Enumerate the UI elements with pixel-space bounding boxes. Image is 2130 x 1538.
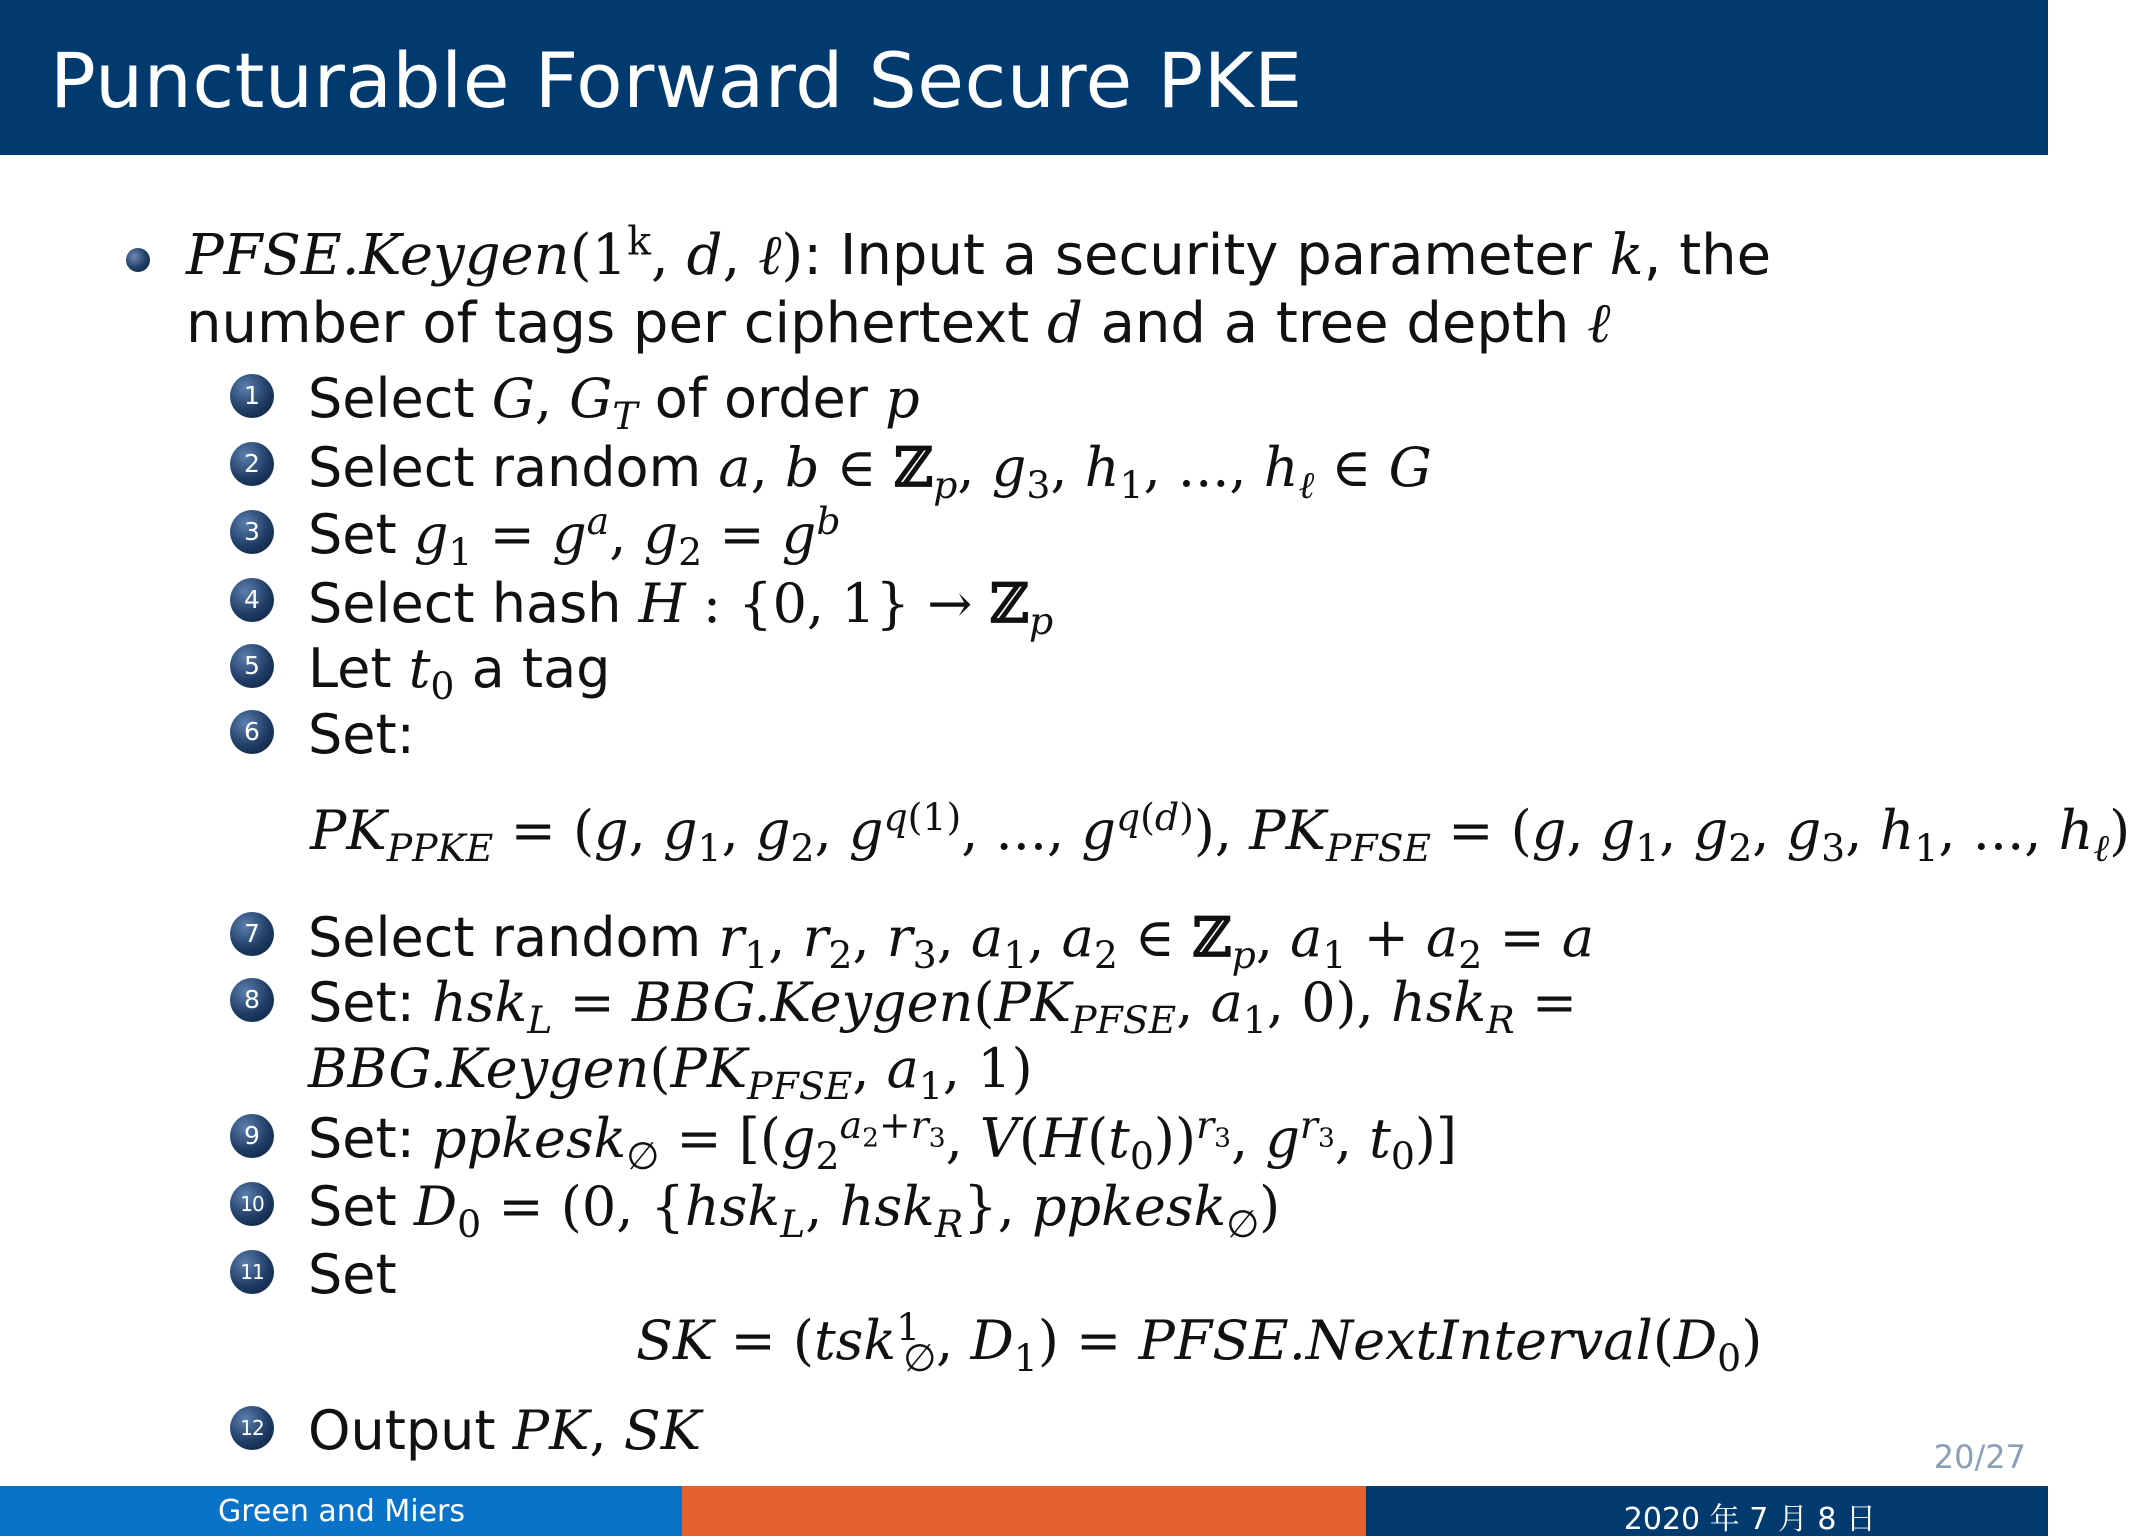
step-number-badge: 9 (230, 1114, 274, 1158)
intro-text-a: : Input a security parameter (803, 223, 1610, 288)
pk-equation: $PK_{PPKE} = (g$, $g_1$, $g_2$, $g^{q(1)}$, ..., $g^{q(d)}$), $PK_{PFSE} = (g$, $g_1$, $g_2$, $g_3$, $h_1$, ..., $h_\ell$) (310, 795, 2130, 870)
keygen-signature: PFSE.Keygen(1$^k$, d, ℓ) (186, 219, 804, 288)
footer-author: Green and Miers (218, 1494, 466, 1529)
step-number-badge: 4 (230, 578, 274, 622)
sk-equation: SK = (tsk$^1_\emptyset$, $D_1$) = $PFSE.NextInterval(D_0)$ (636, 1305, 1763, 1380)
step-text: of order (637, 367, 886, 430)
bullet-icon (126, 248, 150, 272)
step-text: Set: (308, 1107, 433, 1170)
step-text: Select random (308, 436, 719, 499)
step-text: Set: (308, 703, 415, 766)
footer-bar (0, 1486, 2048, 1536)
step-text: a tag (454, 637, 611, 700)
step-number-badge: 6 (230, 710, 274, 754)
page-number: 20/27 (1933, 1438, 2026, 1476)
step-text: Select (308, 367, 492, 430)
step-text: Select random (308, 906, 719, 969)
step-text: Let (308, 637, 409, 700)
footer-date: 2020 年 7 月 8 日 (1623, 1502, 1876, 1537)
step-number-badge: 5 (230, 644, 274, 688)
title-bar (0, 0, 2048, 155)
step-number-badge: 1 (230, 374, 274, 418)
step-number-badge: 3 (230, 510, 274, 554)
slide-title: Puncturable Forward Secure PKE (50, 36, 1303, 125)
step-number-badge: 12 (230, 1406, 274, 1450)
step-number-badge: 8 (230, 978, 274, 1022)
keygen-intro: PFSE.Keygen(1$^k$, d, ℓ): Input a security parameter k, the number of tags per ciphertext d and a tree depth ℓ (186, 219, 1772, 356)
intro-text-b: , the number of tags per ciphertext (186, 223, 1772, 356)
step-text: Select hash (308, 572, 639, 635)
step-text: Output (308, 1399, 513, 1462)
intro-text-c: and a tree depth (1082, 291, 1588, 356)
step-text: Set (308, 503, 414, 566)
step-number-badge: 11 (230, 1250, 274, 1294)
step-text: Set (308, 1243, 397, 1306)
step-number-badge: 2 (230, 442, 274, 486)
step-number-badge: 10 (230, 1182, 274, 1226)
step-text: Set: (308, 971, 433, 1034)
step-text: Set (308, 1175, 414, 1238)
step-number-badge: 7 (230, 912, 274, 956)
